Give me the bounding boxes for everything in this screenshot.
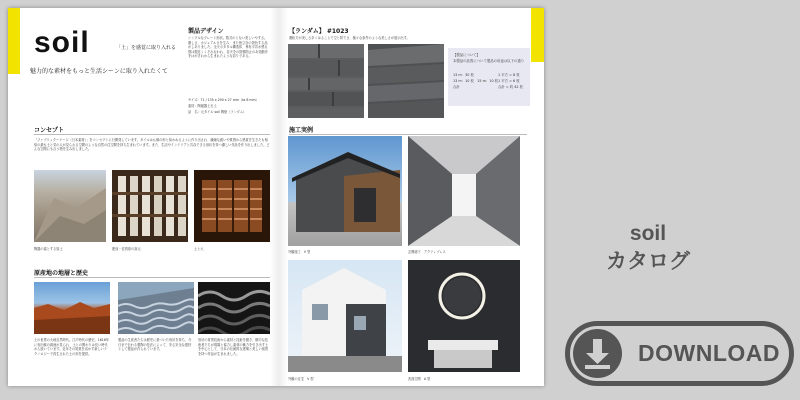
catalog-preview — [8, 8, 544, 386]
info-row-2-value: 1 平方 = 6 枚 — [498, 79, 520, 83]
construction-caption-3: 外観の住宅 V 型 — [288, 377, 314, 381]
construction-heading: 施工実例 — [289, 127, 314, 134]
promo-label — [603, 220, 693, 276]
history-heading: 原産地の地層と歴史 — [34, 270, 89, 277]
info-row-1: 13 m：30 枚 — [453, 73, 474, 77]
divider — [34, 134, 270, 135]
photo-clay-pile — [34, 170, 106, 242]
photo-house-exterior-1 — [288, 136, 402, 246]
photo-black-tiles — [198, 282, 270, 334]
download-arrow-icon — [573, 329, 622, 378]
download-icon-circle — [573, 329, 622, 378]
spec-name: 品 名：元タイル soil 陶壁（ランダム） — [188, 110, 247, 114]
promo-subtitle: カタログ — [606, 250, 690, 273]
history-text-3: 形状の背景技術から素材と技術を磨き、精巧な技術者たちが現場と協力し素材の魅力を引き出す土を中心として、日本の伝統的な建築と美しい風景を持つ作品が生まれました。 — [198, 338, 269, 356]
product-design-body: シンプルなプレート形状。数式のとない美しいやすさ。優しさ、カジュアルさを生み、また独立自の発色する品がしありました。全天ボタタル構造体、専有平井が感も感は製近くくそれなわれ、各天をの防錆防止のあ造動作をはがきれから生まれたような彩りである。 — [188, 36, 268, 59]
photo-corridor — [408, 136, 520, 246]
page-fold — [270, 8, 288, 386]
photo-house-exterior-2 — [288, 260, 402, 372]
download-button[interactable] — [565, 321, 794, 386]
accent-bar-right — [531, 8, 544, 62]
photo-washroom — [408, 260, 520, 372]
brand-title: soil — [34, 26, 90, 59]
divider — [34, 277, 270, 278]
history-text-1: 土の世界の大地自然時代。江戸時代の歴史。1616年に有田焼の源流が見られ、土との関わりは長い時代から続いています。近年その知恵を活かす新しいテクノロジーで再生された土の形を提供。 — [34, 338, 110, 356]
spec-material: 素材：陶磁器土石土 — [188, 104, 217, 108]
construction-caption-2: 玄関廊下 アクティブレス — [408, 250, 446, 254]
random-heading: 【ランダム】 #1023 — [289, 28, 349, 35]
product-info-box — [448, 48, 530, 106]
construction-caption-4: 洗面空間 A 型 — [408, 377, 431, 381]
promo-title: soil — [629, 222, 667, 245]
concept-caption-3: 土と大 — [194, 247, 204, 251]
photo-tile-sample-1 — [288, 44, 364, 118]
concept-body: 「ファブリックーテージ（日本素材）」をコンセプトに行開発しています。タイルは仏像の形と似かねるように作り出され、繊細な鋭いや質感から感覚を生きたも相似の最も土と気の人が見られる空間のような自然の住空間を持ち生まれています。また、生活やインテリアと共存できる形状を持つ優しい作品を作り出しました。どんな空間にも合う物を生み出しました。 — [34, 138, 270, 152]
concept-heading: コンセプト — [34, 127, 65, 134]
brand-note: 「土」を感覚に取り入れる — [116, 45, 177, 51]
photo-roof-tiles — [118, 282, 194, 334]
divider — [289, 134, 527, 135]
photo-kiln-factory — [112, 170, 188, 242]
construction-caption-1: 外観施工 V 型 — [288, 250, 311, 254]
product-design-heading: 製品デザイン — [188, 28, 224, 35]
photo-red-cliff — [34, 282, 110, 334]
photo-tile-sample-2 — [368, 44, 444, 118]
download-label: DOWNLOAD — [638, 340, 780, 366]
info-row-3: 合計 — [453, 85, 460, 89]
photo-brick-racks — [194, 170, 270, 242]
history-text-2: 製品の生産者たちは歴史に基づいた形状を持ち、今日まで伝わる製陶の技法によって、安心安全な建材として製品が作られています。 — [118, 338, 192, 352]
tagline: 魅力的な素材をもっと生活シーンに取り入れたくて — [30, 68, 168, 75]
info-row-2: 13 m：10 枚 15 m：10 枚 — [453, 79, 499, 83]
concept-caption-1: 陶器の素とする原土 — [34, 247, 63, 251]
info-title: 【製品について】 — [453, 53, 481, 57]
concept-caption-2: 肥前・佐賀県の窯元 — [112, 247, 141, 251]
spec-size: サイズ：71 / 135 x 290 x 27 mm（ta 8 mm） — [188, 98, 259, 102]
info-row-3-value: 合計 = 約 42 枚 — [498, 85, 524, 89]
random-body: 運転方が美しさ多くはることで空と防でさ、様々な条件のような美しさが展示出す。 — [289, 36, 410, 40]
info-sub: 本製品の品質について製品の用途は以下の通り — [453, 59, 525, 63]
info-row-1-value: 1 平方 = 8 枚 — [498, 73, 520, 77]
accent-bar-left — [8, 8, 20, 74]
